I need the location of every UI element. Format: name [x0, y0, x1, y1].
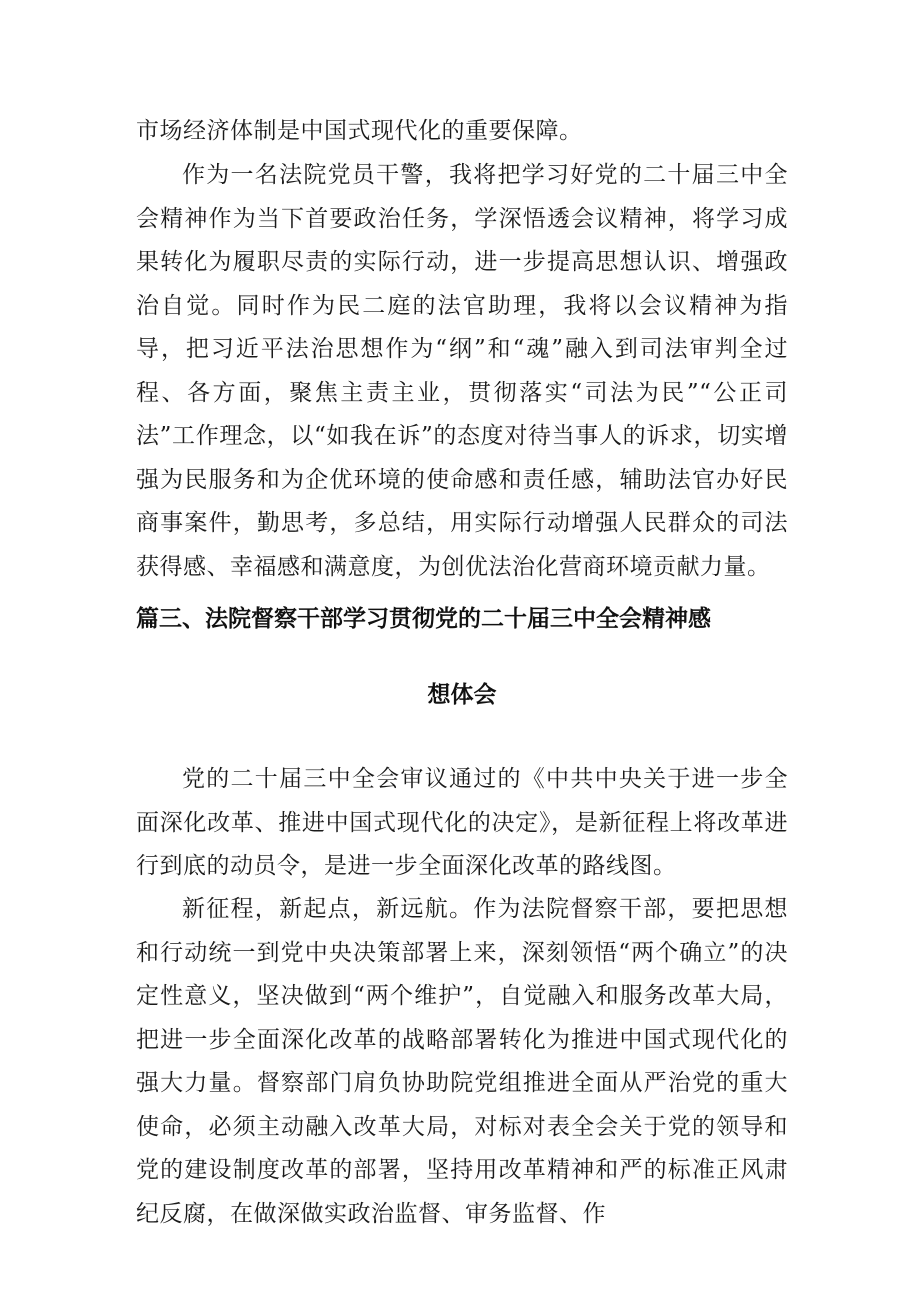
- paragraph-court-staff-commitment: 作为一名法院党员干警，我将把学习好党的二十届三中全会精神作为当下首要政治任务，学深悟透会议精神，将学习成果转化为履职尽责的实际行动，进一步提高思想认识、增强政治自觉。同时作为民二庭的法官助理，我将以会议精神为指导，把习近平法治思想作为“纲”和“魂”融入到司法审判全过程、各方面，聚焦主责主业，贯彻落实“司法为民”“公正司法”工作理念，以“如我在诉”的态度对待当事人的诉求，切实增强为民服务和为企优环境的使命感和责任感，辅助法官办好民商事案件，勤思考，多总结，用实际行动增强人民群众的司法获得感、幸福感和满意度，为创优法治化营商环境贡献力量。: [136, 162, 788, 580]
- paragraph-inspection-cadre: 新征程，新起点，新远航。作为法院督察干部，要把思想和行动统一到党中央决策部署上来，深刻领悟“两个确立”的决定性意义，坚决做到“两个维护”，自觉融入和服务改革大局，把进一步全面深化改革的战略部署转化为推进中国式现代化的强大力量。督察部门肩负协助院党组推进全面从严治党的重大使命，必须主动融入改革大局，对标对表全会关于党的领导和党的建设制度改革的部署，坚持用改革精神和严的标准正风肃纪反腐，在做深做实政治监督、审务监督、作: [136, 896, 788, 1227]
- section-heading-line1: 篇三、法院督察干部学习贯彻党的二十届三中全会精神感: [136, 606, 711, 632]
- paragraph-decision-intro: 党的二十届三中全会审议通过的《中共中央关于进一步全面深化改革、推进中国式现代化的决定》，是新征程上将改革进行到底的动员令，是进一步全面深化改革的路线图。: [136, 766, 788, 879]
- section-heading-line2: 想体会: [427, 682, 497, 708]
- paragraph-continuation: 市场经济体制是中国式现代化的重要保障。: [136, 118, 583, 144]
- section-heading: [136, 596, 788, 718]
